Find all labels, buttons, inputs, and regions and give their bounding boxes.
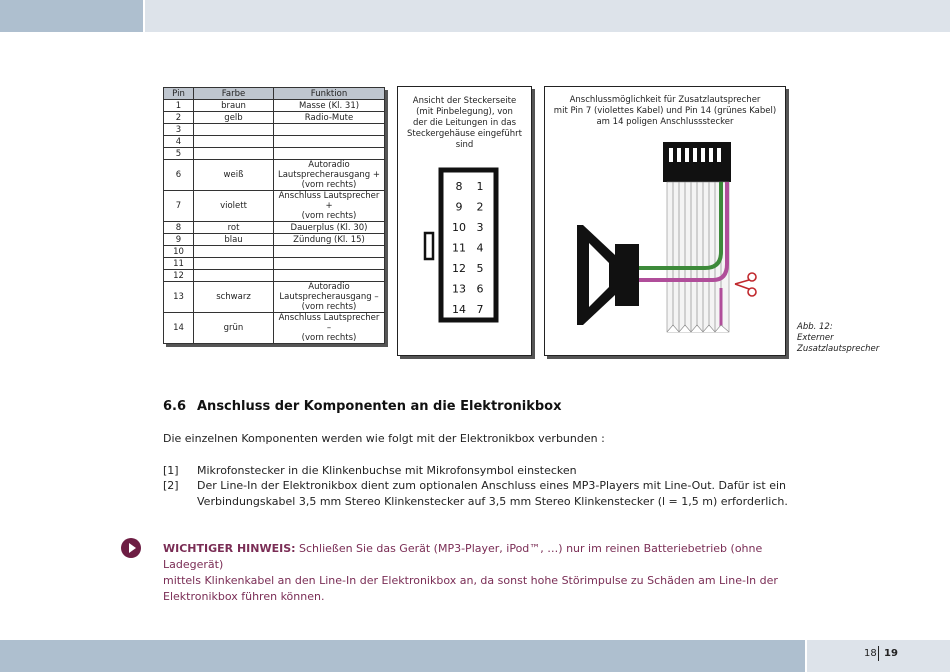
function-cell (274, 148, 385, 160)
function-cell (274, 282, 385, 313)
pin-cell: 7 (164, 191, 194, 222)
connector-pin-label: 10 (452, 221, 466, 234)
color-cell (194, 124, 274, 136)
title-line: Anschlussmöglichkeit für Zusatzlautsprecher (569, 95, 761, 105)
color-cell (194, 246, 274, 258)
speaker-diagram (545, 87, 785, 355)
function-cell (274, 313, 385, 344)
speaker-connection-box (544, 86, 786, 356)
title-line: Externer (797, 333, 834, 343)
note-label: WICHTIGER HINWEIS: (163, 542, 296, 555)
color-cell: grün (194, 313, 274, 344)
function-cell (274, 191, 385, 222)
connector-view-box (397, 86, 532, 356)
connector-pin-label: 3 (476, 221, 484, 234)
color-cell (194, 148, 274, 160)
function-line: Zündung (Kl. 15) (293, 234, 365, 245)
color-cell (194, 136, 274, 148)
function-line: (vorn rechts) (301, 180, 357, 190)
connector-pin-label: 5 (476, 262, 484, 275)
function-line: Dauerplus (Kl. 30) (290, 222, 368, 233)
function-line: Masse (Kl. 31) (298, 100, 360, 111)
table-row (164, 234, 385, 246)
important-note (163, 541, 803, 605)
function-cell (274, 234, 385, 246)
connector-pin-label: 2 (476, 200, 484, 214)
pin-cell: 9 (164, 234, 194, 246)
section-title: Anschluss der Komponenten an die Elektronikbox (197, 399, 562, 414)
pin-cell: 12 (164, 270, 194, 282)
connector-pin-label: 11 (452, 241, 466, 255)
function-line: (vorn rechts) (301, 333, 357, 343)
page-number-right: 19 (884, 648, 898, 659)
connector-pin-label: 1 (476, 180, 484, 193)
pin-cell: 3 (164, 124, 194, 136)
color-cell: violett (194, 191, 274, 222)
list-item-line: Verbindungskabel 3,5 mm Stereo Klinkenstecker auf 3,5 mm Stereo Klinkenstecker (l = 1,5 m) erforderlich. (197, 495, 788, 508)
title-line: am 14 poligen Anschlussstecker (596, 117, 734, 127)
pin-cell: 1 (164, 100, 194, 112)
connector-pin-label: 13 (452, 282, 466, 296)
function-cell (274, 124, 385, 136)
function-line: (vorn rechts) (301, 211, 357, 221)
table-row (164, 160, 385, 191)
color-cell: weiß (194, 160, 274, 191)
connector-pin-label: 6 (476, 282, 484, 296)
footer-bar-left (0, 640, 805, 672)
function-cell (274, 112, 385, 124)
page-number-left: 18 (864, 648, 877, 659)
title-line: der die Leitungen in das (413, 118, 516, 128)
note-line-1 (163, 541, 803, 573)
function-line: Anschluss Lautsprecher + (278, 191, 380, 211)
color-cell: gelb (194, 112, 274, 124)
function-cell (274, 258, 385, 270)
note-line-3: Elektronikbox führen können. (163, 590, 325, 603)
list-item-label: [2] (163, 479, 179, 492)
table-row (164, 222, 385, 234)
function-line: Anschluss Lautsprecher – (278, 313, 380, 333)
pin-cell: 5 (164, 148, 194, 160)
header-pin: Pin (164, 88, 194, 100)
color-cell: rot (194, 222, 274, 234)
connector-pin-label: 9 (455, 200, 463, 214)
table-body (164, 100, 385, 344)
function-line: Autoradio (308, 282, 350, 292)
list-item-line: Mikrofonstecker in die Klinkenbuchse mit Mikrofonsymbol einstecken (197, 464, 577, 477)
section-heading (163, 399, 561, 414)
title-line: Ansicht der Steckerseite (412, 96, 517, 106)
title-line: Steckergehäuse eingeführt (407, 129, 522, 139)
pin-cell: 2 (164, 112, 194, 124)
function-line: Autoradio (308, 160, 350, 170)
table-row (164, 282, 385, 313)
color-cell (194, 270, 274, 282)
function-cell (274, 100, 385, 112)
table-row (164, 313, 385, 344)
table-row (164, 136, 385, 148)
header-funktion: Funktion (274, 88, 385, 100)
header-bar-right (145, 0, 950, 32)
connector-pin-label: 7 (476, 303, 484, 316)
header-bar-left (0, 0, 143, 32)
function-line: (vorn rechts) (301, 302, 357, 312)
table-row (164, 112, 385, 124)
title-line: (mit Pinbelegung), von (416, 107, 513, 117)
color-cell: schwarz (194, 282, 274, 313)
table-row (164, 100, 385, 112)
table-header-row (164, 88, 385, 100)
title-line: Zusatzlautsprecher (797, 344, 880, 354)
page-divider (878, 646, 879, 661)
table-row (164, 270, 385, 282)
function-cell (274, 222, 385, 234)
title-line: mit Pin 7 (violettes Kabel) und Pin 14 (grünes Kabel) (553, 106, 777, 116)
table-row (164, 148, 385, 160)
table-row (164, 258, 385, 270)
pin-cell: 13 (164, 282, 194, 313)
color-cell (194, 258, 274, 270)
connector-pin-label: 14 (452, 303, 466, 316)
function-cell (274, 246, 385, 258)
connector-diagram (398, 87, 531, 355)
function-cell (274, 270, 385, 282)
pin-cell: 10 (164, 246, 194, 258)
list-item-line: Der Line-In der Elektronikbox dient zum optionalen Anschluss eines MP3-Players mit Line-Out. Dafür ist ein (197, 479, 786, 492)
table-row (164, 191, 385, 222)
connector-pin-label: 12 (452, 262, 466, 275)
pin-table (163, 87, 385, 344)
function-cell (274, 160, 385, 191)
header-farbe: Farbe (194, 88, 274, 100)
pin-cell: 14 (164, 313, 194, 344)
note-line-2: mittels Klinkenkabel an den Line-In der Elektronikbox an, da sonst hohe Störimpulse zu Schäden am Line-In der (163, 574, 778, 587)
play-circle-icon (121, 538, 141, 558)
figure-caption (797, 322, 879, 355)
pin-cell: 8 (164, 222, 194, 234)
color-cell: blau (194, 234, 274, 246)
pin-cell: 11 (164, 258, 194, 270)
pin-cell: 6 (164, 160, 194, 191)
list-item-label: [1] (163, 464, 179, 477)
function-cell (274, 136, 385, 148)
connector-pin-label: 8 (455, 180, 463, 193)
function-line: Lautsprecherausgang – (279, 292, 379, 302)
section-number: 6.6 (163, 399, 187, 414)
note-text: Schließen Sie das Gerät (MP3-Player, iPod™, …) nur im reinen Batteriebetrieb (ohne Ladegerät) (163, 542, 763, 571)
table-row (164, 246, 385, 258)
intro-text: Die einzelnen Komponenten werden wie folgt mit der Elektronikbox verbunden : (163, 432, 605, 445)
title-line: Abb. 12: (797, 322, 833, 332)
table-row (164, 124, 385, 136)
pin-cell: 4 (164, 136, 194, 148)
connector-pin-label: 4 (476, 241, 484, 255)
function-line: Radio-Mute (304, 112, 354, 123)
function-line: Lautsprecherausgang + (277, 170, 381, 180)
title-line: sind (455, 140, 474, 150)
color-cell: braun (194, 100, 274, 112)
